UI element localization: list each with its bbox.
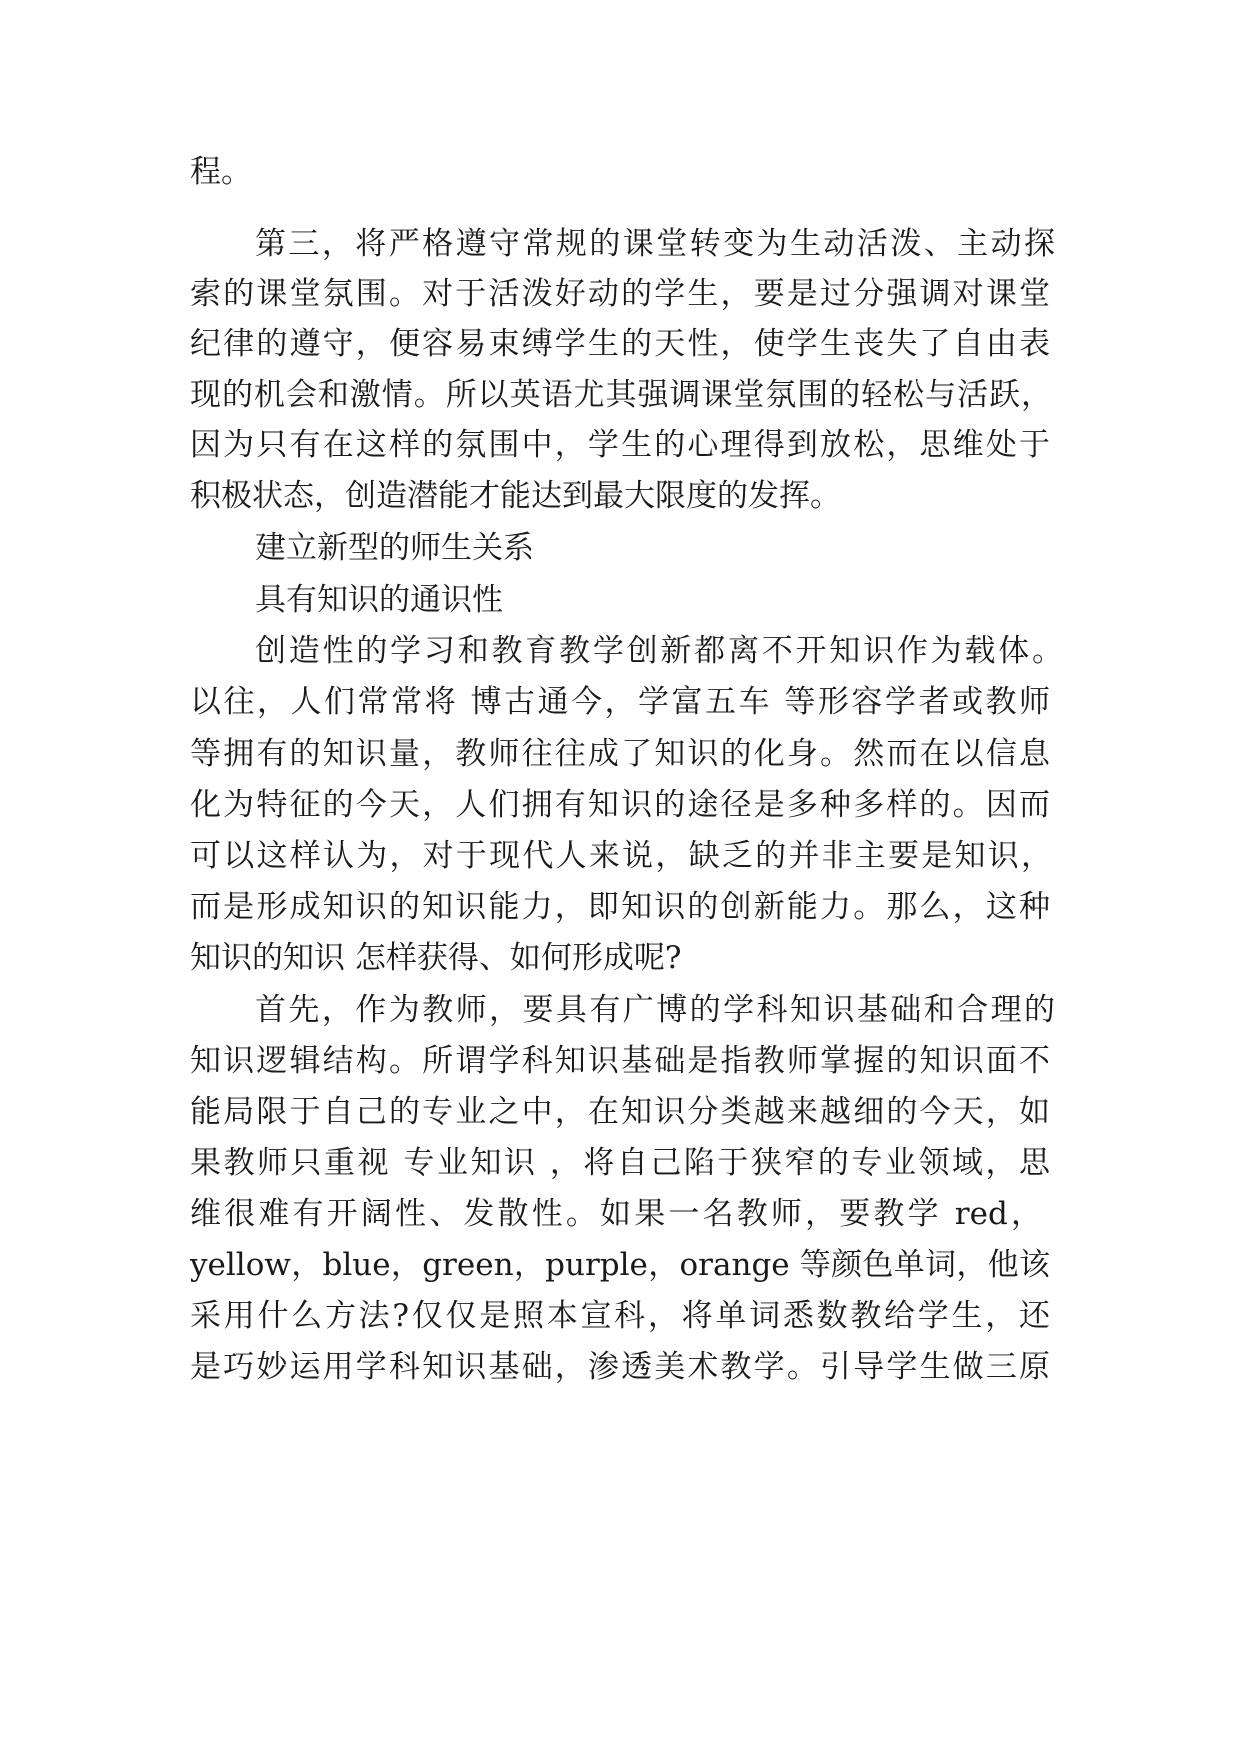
paragraph-line: 采用什么方法?仅仅是照本宣科，将单词悉数教给学生，还 — [190, 1298, 1050, 1334]
paragraph-line: 维很难有开阔性、发散性。如果一名教师，要教学 red， — [190, 1196, 1042, 1232]
paragraph-line: 现的机会和激情。所以英语尤其强调课堂氛围的轻松与活跃， — [190, 377, 1052, 413]
paragraph-line: 果教师只重视 专业知识 ，将自己陷于狭窄的专业领域，思 — [190, 1145, 1050, 1181]
paragraph-line: 第三，将严格遵守常规的课堂转变为生动活泼、主动探 — [255, 226, 1055, 262]
paragraph-line: yellow，blue，green，purple，orange 等颜色单词，他该 — [190, 1247, 1050, 1283]
paragraph-line: 索的课堂氛围。对于活泼好动的学生，要是过分强调对课堂 — [190, 276, 1050, 312]
paragraph-line: 积极状态，创造潜能才能达到最大限度的发挥。 — [190, 478, 841, 514]
section-heading: 建立新型的师生关系 — [255, 530, 534, 566]
paragraph-line: 化为特征的今天，人们拥有知识的途径是多种多样的。因而 — [190, 787, 1050, 823]
paragraph-line: 能局限于自己的专业之中，在知识分类越来越细的今天，如 — [190, 1094, 1050, 1130]
paragraph-line: 可以这样认为，对于现代人来说，缺乏的并非主要是知识， — [190, 838, 1052, 874]
paragraph-line: 而是形成知识的知识能力，即知识的创新能力。那么，这种 — [190, 889, 1050, 925]
paragraph-line: 纪律的遵守，便容易束缚学生的天性，使学生丧失了自由表 — [190, 326, 1050, 362]
paragraph-line: 是巧妙运用学科知识基础，渗透美术教学。引导学生做三原 — [190, 1349, 1050, 1385]
paragraph-line: 创造性的学习和教育教学创新都离不开知识作为载体。 — [255, 633, 1063, 669]
paragraph-line: 等拥有的知识量，教师往往成了知识的化身。然而在以信息 — [190, 736, 1050, 772]
paragraph-line: 知识的知识 怎样获得、如何形成呢? — [190, 940, 682, 976]
paragraph-line: 以往，人们常常将 博古通今，学富五车 等形容学者或教师 — [190, 684, 1050, 720]
section-heading: 具有知识的通识性 — [255, 582, 503, 618]
paragraph-line: 首先，作为教师，要具有广博的学科知识基础和合理的 — [255, 992, 1055, 1028]
paragraph-line: 因为只有在这样的氛围中，学生的心理得到放松，思维处于 — [190, 427, 1050, 463]
paragraph-line: 知识逻辑结构。所谓学科知识基础是指教师掌握的知识面不 — [190, 1043, 1050, 1079]
text-line: 程。 — [190, 154, 252, 190]
